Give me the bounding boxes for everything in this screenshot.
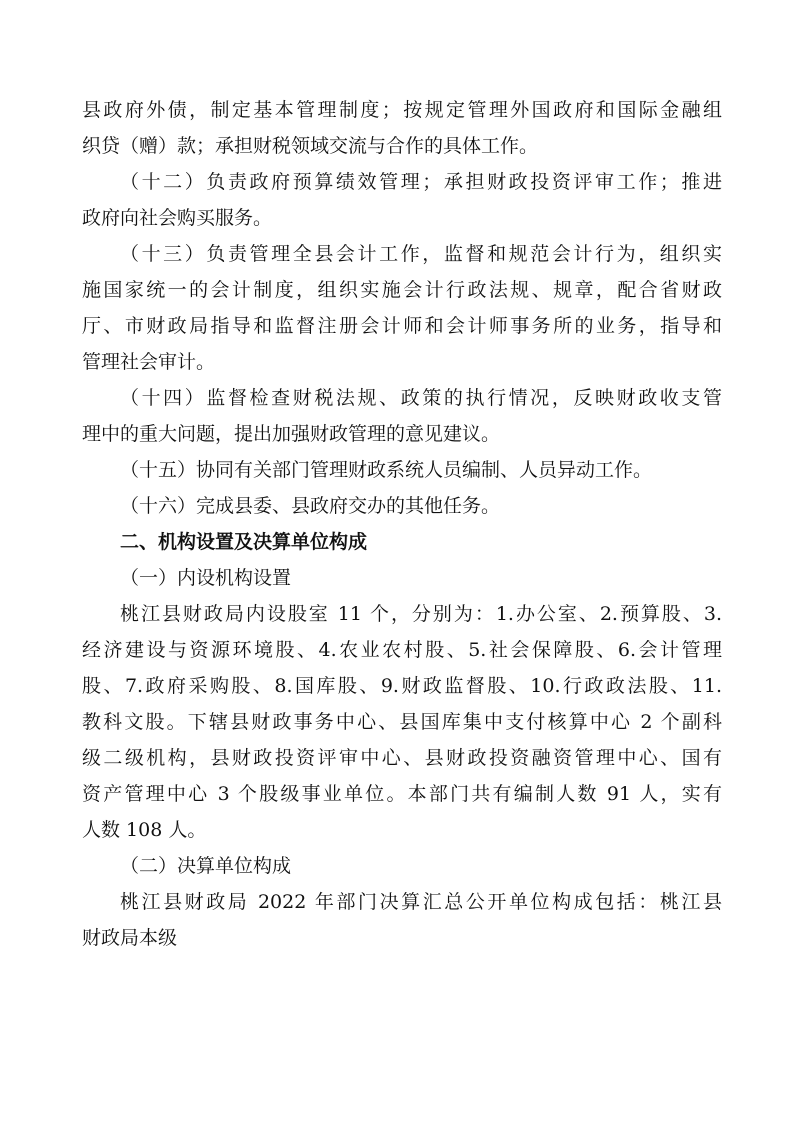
paragraph-line: 厅、市财政局指导和监督注册会计师和会计师事务所的业务，指导和 <box>82 315 722 337</box>
paragraph-line: 桃江县财政局内设股室 11 个，分别为：1.办公室、2.预算股、3. <box>120 603 722 625</box>
paragraph-line: （十五）协同有关部门管理财政系统人员编制、人员异动工作。 <box>120 459 653 481</box>
paragraph-line: 织贷（赠）款；承担财税领域交流与合作的具体工作。 <box>82 135 539 157</box>
paragraph-line: （十四）监督检查财税法规、政策的执行情况，反映财政收支管 <box>120 387 722 409</box>
paragraph-line: 财政局本级 <box>82 927 178 949</box>
paragraph-line: 管理社会审计。 <box>82 351 216 373</box>
paragraph-line: 政府向社会购买服务。 <box>82 207 273 229</box>
paragraph-line: 股、7.政府采购股、8.国库股、9.财政监督股、10.行政政法股、11. <box>82 675 722 697</box>
paragraph-line: （十三）负责管理全县会计工作，监督和规范会计行为，组织实 <box>120 243 722 265</box>
paragraph-line: （十六）完成县委、县政府交办的其他任务。 <box>120 495 501 517</box>
section-heading: 二、机构设置及决算单位构成 <box>120 531 368 553</box>
subsection-heading: （二）决算单位构成 <box>120 855 292 877</box>
subsection-heading: （一）内设机构设置 <box>120 567 292 589</box>
paragraph-line: 县政府外债，制定基本管理制度；按规定管理外国政府和国际金融组 <box>82 99 722 121</box>
paragraph-line: 桃江县财政局 2022 年部门决算汇总公开单位构成包括：桃江县 <box>120 891 722 913</box>
paragraph-line: 级二级机构，县财政投资评审中心、县财政投资融资管理中心、国有 <box>82 747 722 769</box>
document-body <box>82 92 722 956</box>
paragraph-line: 经济建设与资源环境股、4.农业农村股、5.社会保障股、6.会计管理 <box>82 639 722 661</box>
paragraph-line: 理中的重大问题，提出加强财政管理的意见建议。 <box>82 423 501 445</box>
paragraph-line: 施国家统一的会计制度，组织实施会计行政法规、规章，配合省财政 <box>82 279 722 301</box>
paragraph-line: 资产管理中心 3 个股级事业单位。本部门共有编制人数 91 人，实有 <box>82 783 722 805</box>
paragraph-line: 教科文股。下辖县财政事务中心、县国库集中支付核算中心 2 个副科 <box>82 711 722 733</box>
paragraph-line: 人数 108 人。 <box>82 819 207 841</box>
paragraph-line: （十二）负责政府预算绩效管理；承担财政投资评审工作；推进 <box>120 171 722 193</box>
